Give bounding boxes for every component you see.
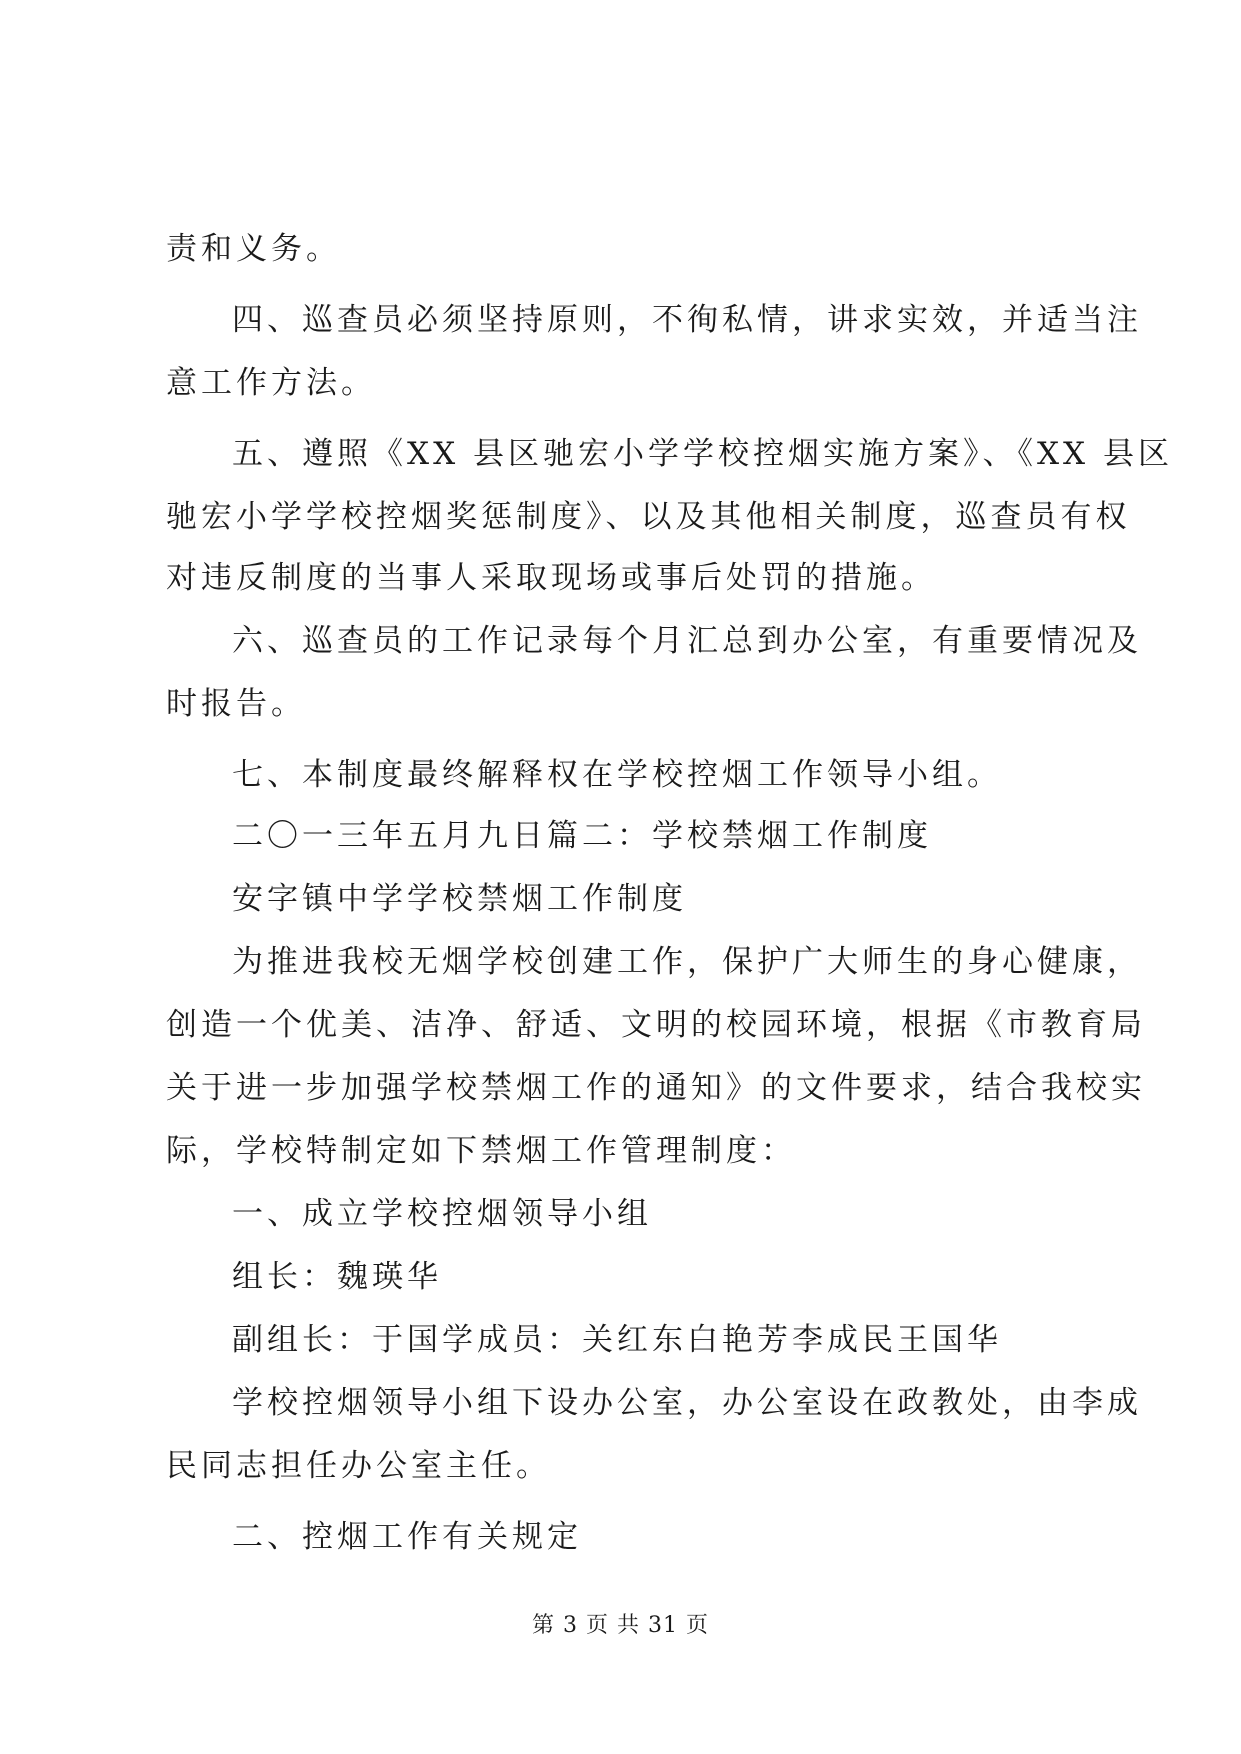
body-line-1: 责和义务。 xyxy=(166,231,341,267)
body-line-15: 际，学校特制定如下禁烟工作管理制度： xyxy=(166,1133,796,1169)
body-line-5: 驰宏小学学校控烟奖惩制度》、以及其他相关制度，巡查员有权 xyxy=(166,499,1131,535)
body-line-3: 意工作方法。 xyxy=(166,365,376,401)
body-line-8: 时报告。 xyxy=(166,686,306,722)
body-line-12: 为推进我校无烟学校创建工作，保护广大师生的身心健康， xyxy=(232,944,1142,980)
body-line-4: 五、遵照《XX 县区驰宏小学学校控烟实施方案》、《XX 县区 xyxy=(232,436,1173,472)
body-line-21: 二、控烟工作有关规定 xyxy=(232,1519,582,1555)
body-line-7: 六、巡查员的工作记录每个月汇总到办公室，有重要情况及 xyxy=(232,623,1142,659)
body-line-9: 七、本制度最终解释权在学校控烟工作领导小组。 xyxy=(232,757,1002,793)
body-line-17: 组长：魏瑛华 xyxy=(232,1259,442,1295)
body-line-19: 学校控烟领导小组下设办公室，办公室设在政教处，由李成 xyxy=(232,1385,1142,1421)
body-line-2: 四、巡查员必须坚持原则，不徇私情，讲求实效，并适当注 xyxy=(232,302,1142,338)
body-line-16: 一、成立学校控烟领导小组 xyxy=(232,1196,652,1232)
body-line-13: 创造一个优美、洁净、舒适、文明的校园环境，根据《市教育局 xyxy=(166,1007,1146,1043)
body-line-6: 对违反制度的当事人采取现场或事后处罚的措施。 xyxy=(166,560,936,596)
body-line-11: 安字镇中学学校禁烟工作制度 xyxy=(232,881,687,917)
body-line-20: 民同志担任办公室主任。 xyxy=(166,1448,551,1484)
page-footer: 第 3 页 共 31 页 xyxy=(532,1613,709,1638)
body-line-14: 关于进一步加强学校禁烟工作的通知》的文件要求，结合我校实 xyxy=(166,1070,1146,1106)
body-line-18: 副组长：于国学成员：关红东白艳芳李成民王国华 xyxy=(232,1322,1002,1358)
body-line-10: 二〇一三年五月九日篇二：学校禁烟工作制度 xyxy=(232,818,932,854)
